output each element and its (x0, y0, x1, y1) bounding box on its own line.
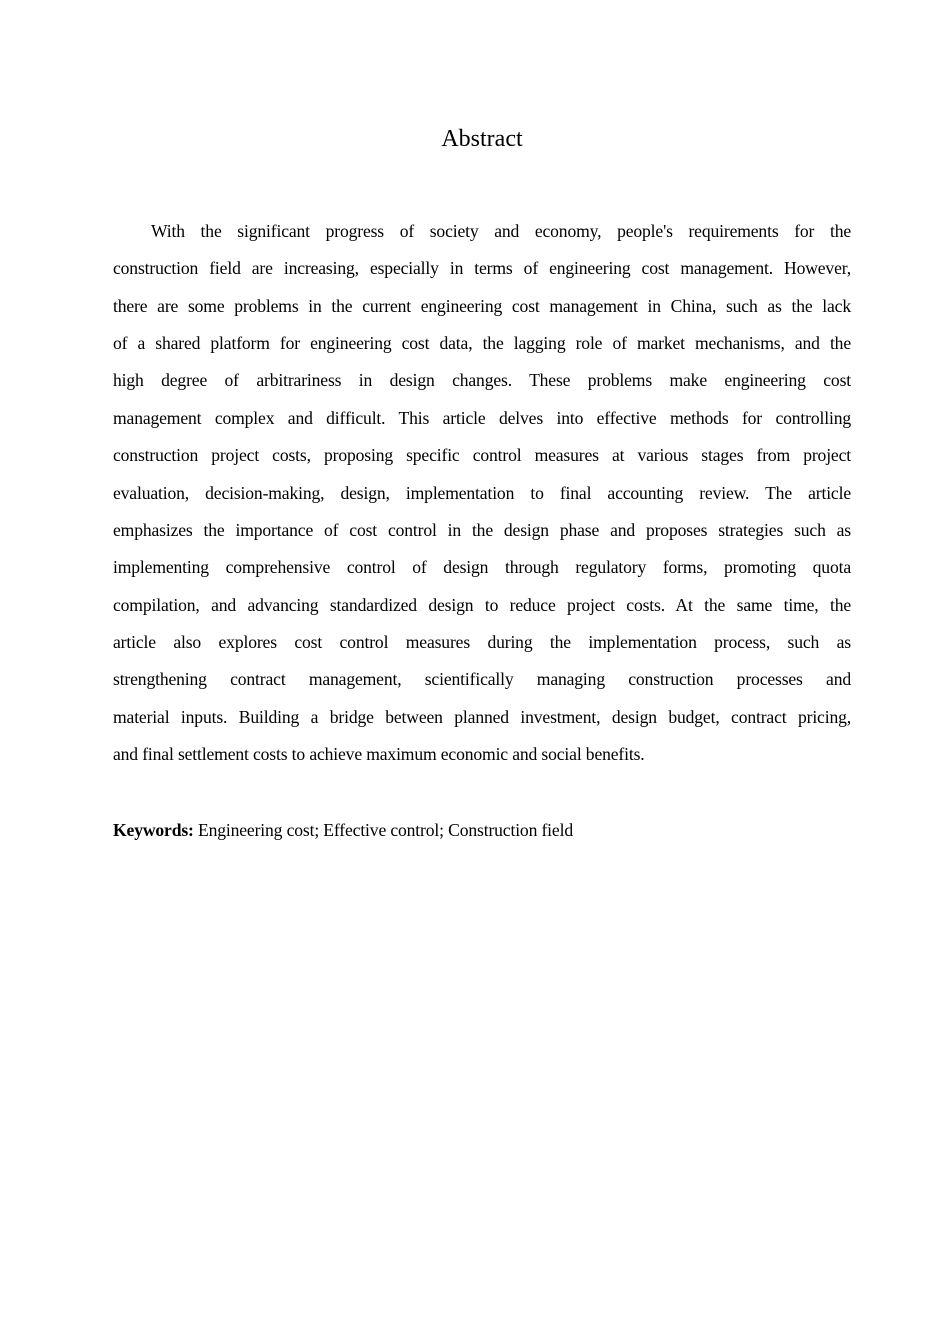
abstract-line: and final settlement costs to achieve maximum economic and social benefits. (113, 744, 645, 765)
abstract-line: article also explores cost control measures during the implementation process, such as (113, 631, 851, 652)
abstract-line: emphasizes the importance of cost control in the design phase and proposes strategies such as (113, 519, 851, 540)
abstract-line: construction field are increasing, especially in terms of engineering cost management. However, (113, 258, 851, 279)
abstract-line: compilation, and advancing standardized design to reduce project costs. At the same time, the (113, 594, 851, 615)
abstract-line: high degree of arbitrariness in design changes. These problems make engineering cost (113, 370, 851, 391)
abstract-line: there are some problems in the current engineering cost management in China, such as the lack (113, 295, 851, 316)
abstract-line: management complex and difficult. This article delves into effective methods for controlling (113, 407, 851, 428)
abstract-line: evaluation, decision-making, design, implementation to final accounting review. The article (113, 482, 851, 503)
keywords (113, 812, 573, 848)
abstract-line: strengthening contract management, scientifically managing construction processes and (113, 669, 851, 690)
abstract-line: With the significant progress of society and economy, people's requirements for the (151, 221, 851, 241)
page-title: Abstract (441, 126, 523, 152)
keywords-label: Keywords: (113, 820, 194, 840)
abstract-line: material inputs. Building a bridge between planned investment, design budget, contract pricing, (113, 706, 851, 727)
abstract-line: construction project costs, proposing specific control measures at various stages from project (113, 445, 851, 466)
abstract-body (113, 213, 851, 773)
abstract-line: implementing comprehensive control of design through regulatory forms, promoting quota (113, 557, 851, 578)
keywords-value: Engineering cost; Effective control; Construction field (193, 820, 573, 840)
abstract-line: of a shared platform for engineering cost data, the lagging role of market mechanisms, and the (113, 333, 851, 354)
